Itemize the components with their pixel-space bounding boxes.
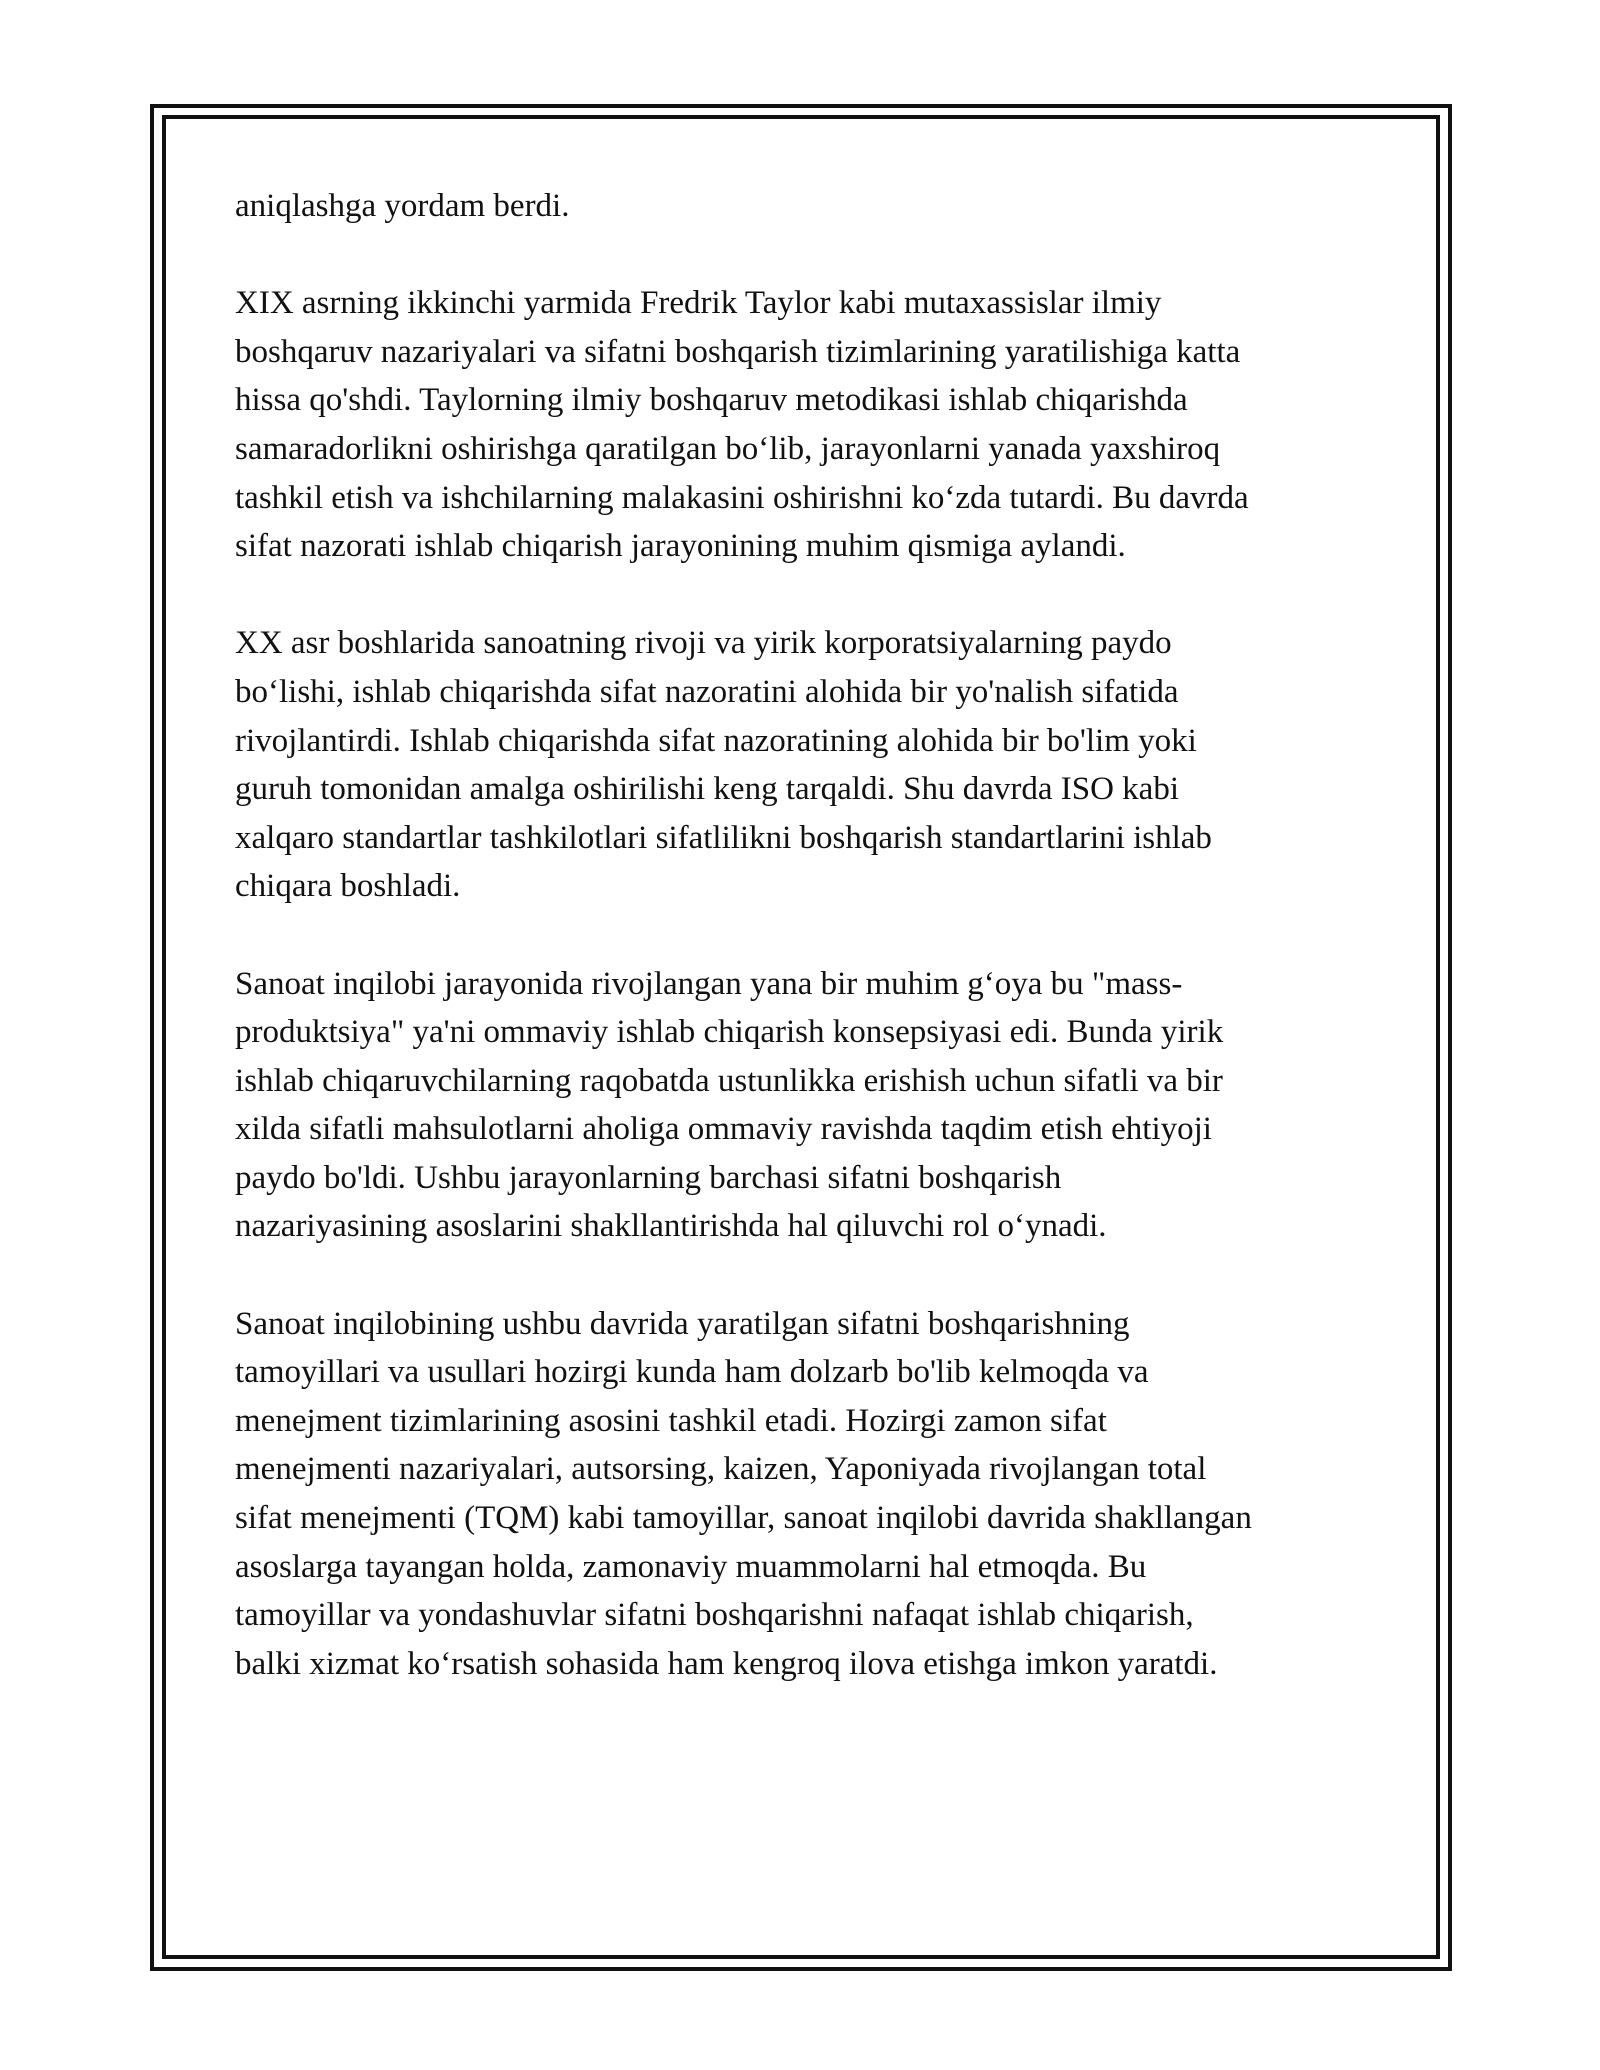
paragraph-2: XIX asrning ikkinchi yarmida Fredrik Taylor kabi mutaxassislar ilmiy boshqaruv nazariyalari va sifatni boshqarish tizimlarining yaratilishiga katta hissa qo'shdi. Taylorning ilmiy boshqaruv metodikasi ishlab chiqarishda samaradorlikni oshirishga qaratilgan bo‘lib, jarayonlarni yanada yaxshiroq tashkil etish va ishchilarning malakasini oshirishni ko‘zda tutardi. Bu davrda sifat nazorati ishlab chiqarish jarayonining muhim qismiga aylandi. bbox=[235, 285, 1249, 565]
paragraph-3: XX asr boshlarida sanoatning rivoji va yirik korporatsiyalarning paydo bo‘lishi, ishlab chiqarishda sifat nazoratini alohida bir yo'nalish sifatida rivojlantirdi. Ishlab chiqarishda sifat nazoratining alohida bir bo'lim yoki guruh tomonidan amalga oshirilishi keng tarqaldi. Shu davrda ISO kabi xalqaro standartlar tashkilotlari sifatlilikni boshqarish standartlarini ishlab chiqara boshladi. bbox=[235, 625, 1212, 905]
page-body bbox=[235, 182, 1395, 1737]
paragraph-1: aniqlashga yordam berdi. bbox=[235, 188, 570, 224]
paragraph-4: Sanoat inqilobi jarayonida rivojlangan yana bir muhim g‘oya bu "mass- produktsiya" ya'ni ommaviy ishlab chiqarish konsepsiyasi edi. Bunda yirik ishlab chiqaruvchilarning raqobatda ustunlikka erishish uchun sifatli va bir xilda sifatli mahsulotlarni aholiga ommaviy ravishda taqdim etish ehtiyoji paydo bo'ldi. Ushbu jarayonlarning barchasi sifatni boshqarish nazariyasining asoslarini shakllantirishda hal qiluvchi rol o‘ynadi. bbox=[235, 965, 1224, 1245]
paragraph-5: Sanoat inqilobining ushbu davrida yaratilgan sifatni boshqarishning tamoyillari va usullari hozirgi kunda ham dolzarb bo'lib kelmoqda va menejment tizimlarining asosini tashkil etadi. Hozirgi zamon sifat menejmenti nazariyalari, autsorsing, kaizen, Yaponiyada rivojlangan total sifat menejmenti (TQM) kabi tamoyillar, sanoat inqilobi davrida shakllangan asoslarga tayangan holda, zamonaviy muammolarni hal etmoqda. Bu tamoyillar va yondashuvlar sifatni boshqarishni nafaqat ishlab chiqarish, balki xizmat ko‘rsatish sohasida ham kengroq ilova etishga imkon yaratdi. bbox=[235, 1305, 1252, 1682]
